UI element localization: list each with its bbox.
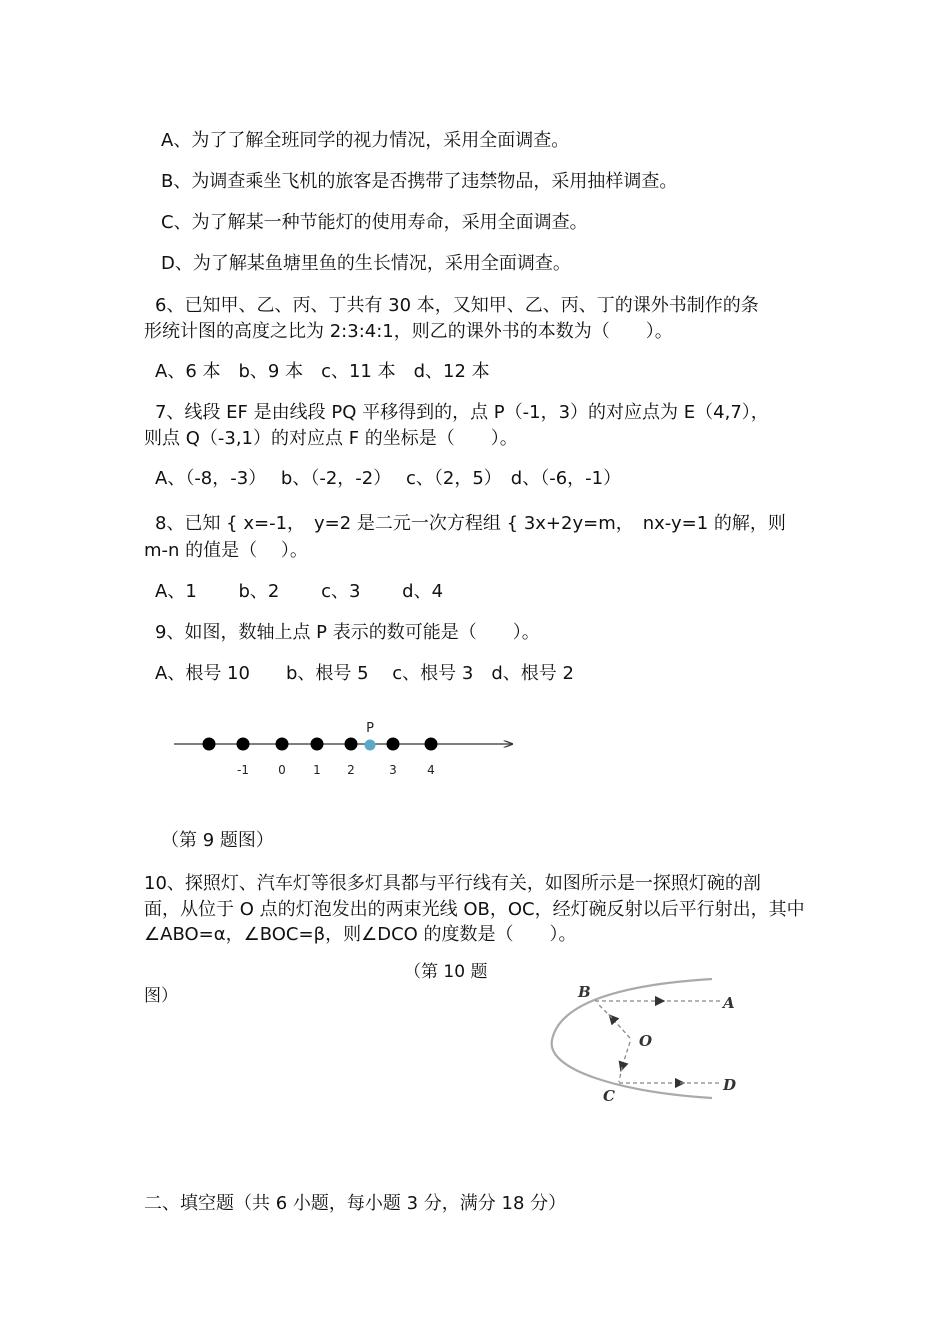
label-b: B [578,983,591,1001]
q6-text-line1: 6、已知甲、乙、丙、丁共有 30 本，又知甲、乙、丙、丁的课外书制作的条 [155,295,759,316]
point-p-label: P [366,721,374,736]
q8-options: A、1 b、2 c、3 d、4 [155,581,444,602]
q10-text-line2: 面，从位于 O 点的灯泡发出的两束光线 OB，OC，经灯碗反射以后平行射出，其中 [144,899,805,920]
q10-figure-caption-part1: （第 10 题 [404,962,488,982]
q9-options: A、根号 10 b、根号 5 c、根号 3 d、根号 2 [155,663,574,684]
q5-option-c: C、为了解某一种节能灯的使用寿命，采用全面调查。 [161,212,588,233]
q5-option-d: D、为了解某鱼塘里鱼的生长情况，采用全面调查。 [161,253,571,274]
q9-text: 9、如图，数轴上点 P 表示的数可能是（ ）。 [155,622,540,643]
label-o: O [639,1032,653,1050]
q5-option-b: B、为调查乘坐飞机的旅客是否携带了违禁物品，采用抽样调查。 [161,171,678,192]
label-a: A [723,994,735,1012]
q5-option-a: A、为了了解全班同学的视力情况，采用全面调查。 [161,130,570,151]
tick-label-4: 4 [427,763,435,777]
number-line-dot [203,738,216,751]
number-line-dot-3 [387,738,400,751]
tick-label-2: 2 [347,763,355,777]
ray-oc-part2 [619,1067,622,1082]
ray-oc-part1 [622,1042,630,1067]
number-line-dot-4 [425,738,438,751]
section2-title: 二、填空题（共 6 小题，每小题 3 分，满分 18 分） [144,1193,567,1214]
tick-label-neg1: -1 [237,763,249,777]
tick-label-3: 3 [389,763,397,777]
q6-text-line2: 形统计图的高度之比为 2:3:4:1，则乙的课外书的本数为（ ）。 [144,321,673,342]
q10-text-line1: 10、探照灯、汽车灯等很多灯具都与平行线有关，如图所示是一探照灯碗的剖 [144,873,761,894]
number-line-dot-1 [311,738,324,751]
tick-label-1: 1 [313,763,321,777]
q9-figure-caption: （第 9 题图） [161,830,274,851]
ray-ob-part1 [612,1018,630,1038]
number-line-dot-neg1 [237,738,250,751]
q7-text-line1: 7、线段 EF 是由线段 PQ 平移得到的，点 P（-1，3）的对应点为 E（4,7）， [155,402,769,423]
tick-label-0: 0 [278,763,286,777]
number-line-figure [170,712,530,782]
searchlight-figure [540,970,780,1110]
ray-ob-part2 [597,1003,612,1018]
q10-text-line3: ∠ABO=α，∠BOC=β，则∠DCO 的度数是（ ）。 [144,924,577,945]
label-c: C [603,1087,615,1105]
label-d: D [723,1076,737,1094]
reflector-bowl-curve [552,979,712,1098]
number-line-dot-2 [345,738,358,751]
number-line-dot-0 [276,738,289,751]
q6-options: A、6 本 b、9 本 c、11 本 d、12 本 [155,361,490,382]
q10-figure-caption-part2: 图） [144,986,178,1006]
q7-text-line2: 则点 Q（-3,1）的对应点 F 的坐标是（ ）。 [144,428,518,449]
point-p-dot [365,740,376,751]
q8-text-line2: m-n 的值是（ ）。 [144,540,308,561]
q8-text-line1: 8、已知 { x=-1， y=2 是二元一次方程组 { 3x+2y=m， nx-y=1 的解，则 [155,513,786,534]
q7-options: A、（-8，-3） b、（-2，-2） c、（2，5） d、（-6，-1） [155,468,622,489]
